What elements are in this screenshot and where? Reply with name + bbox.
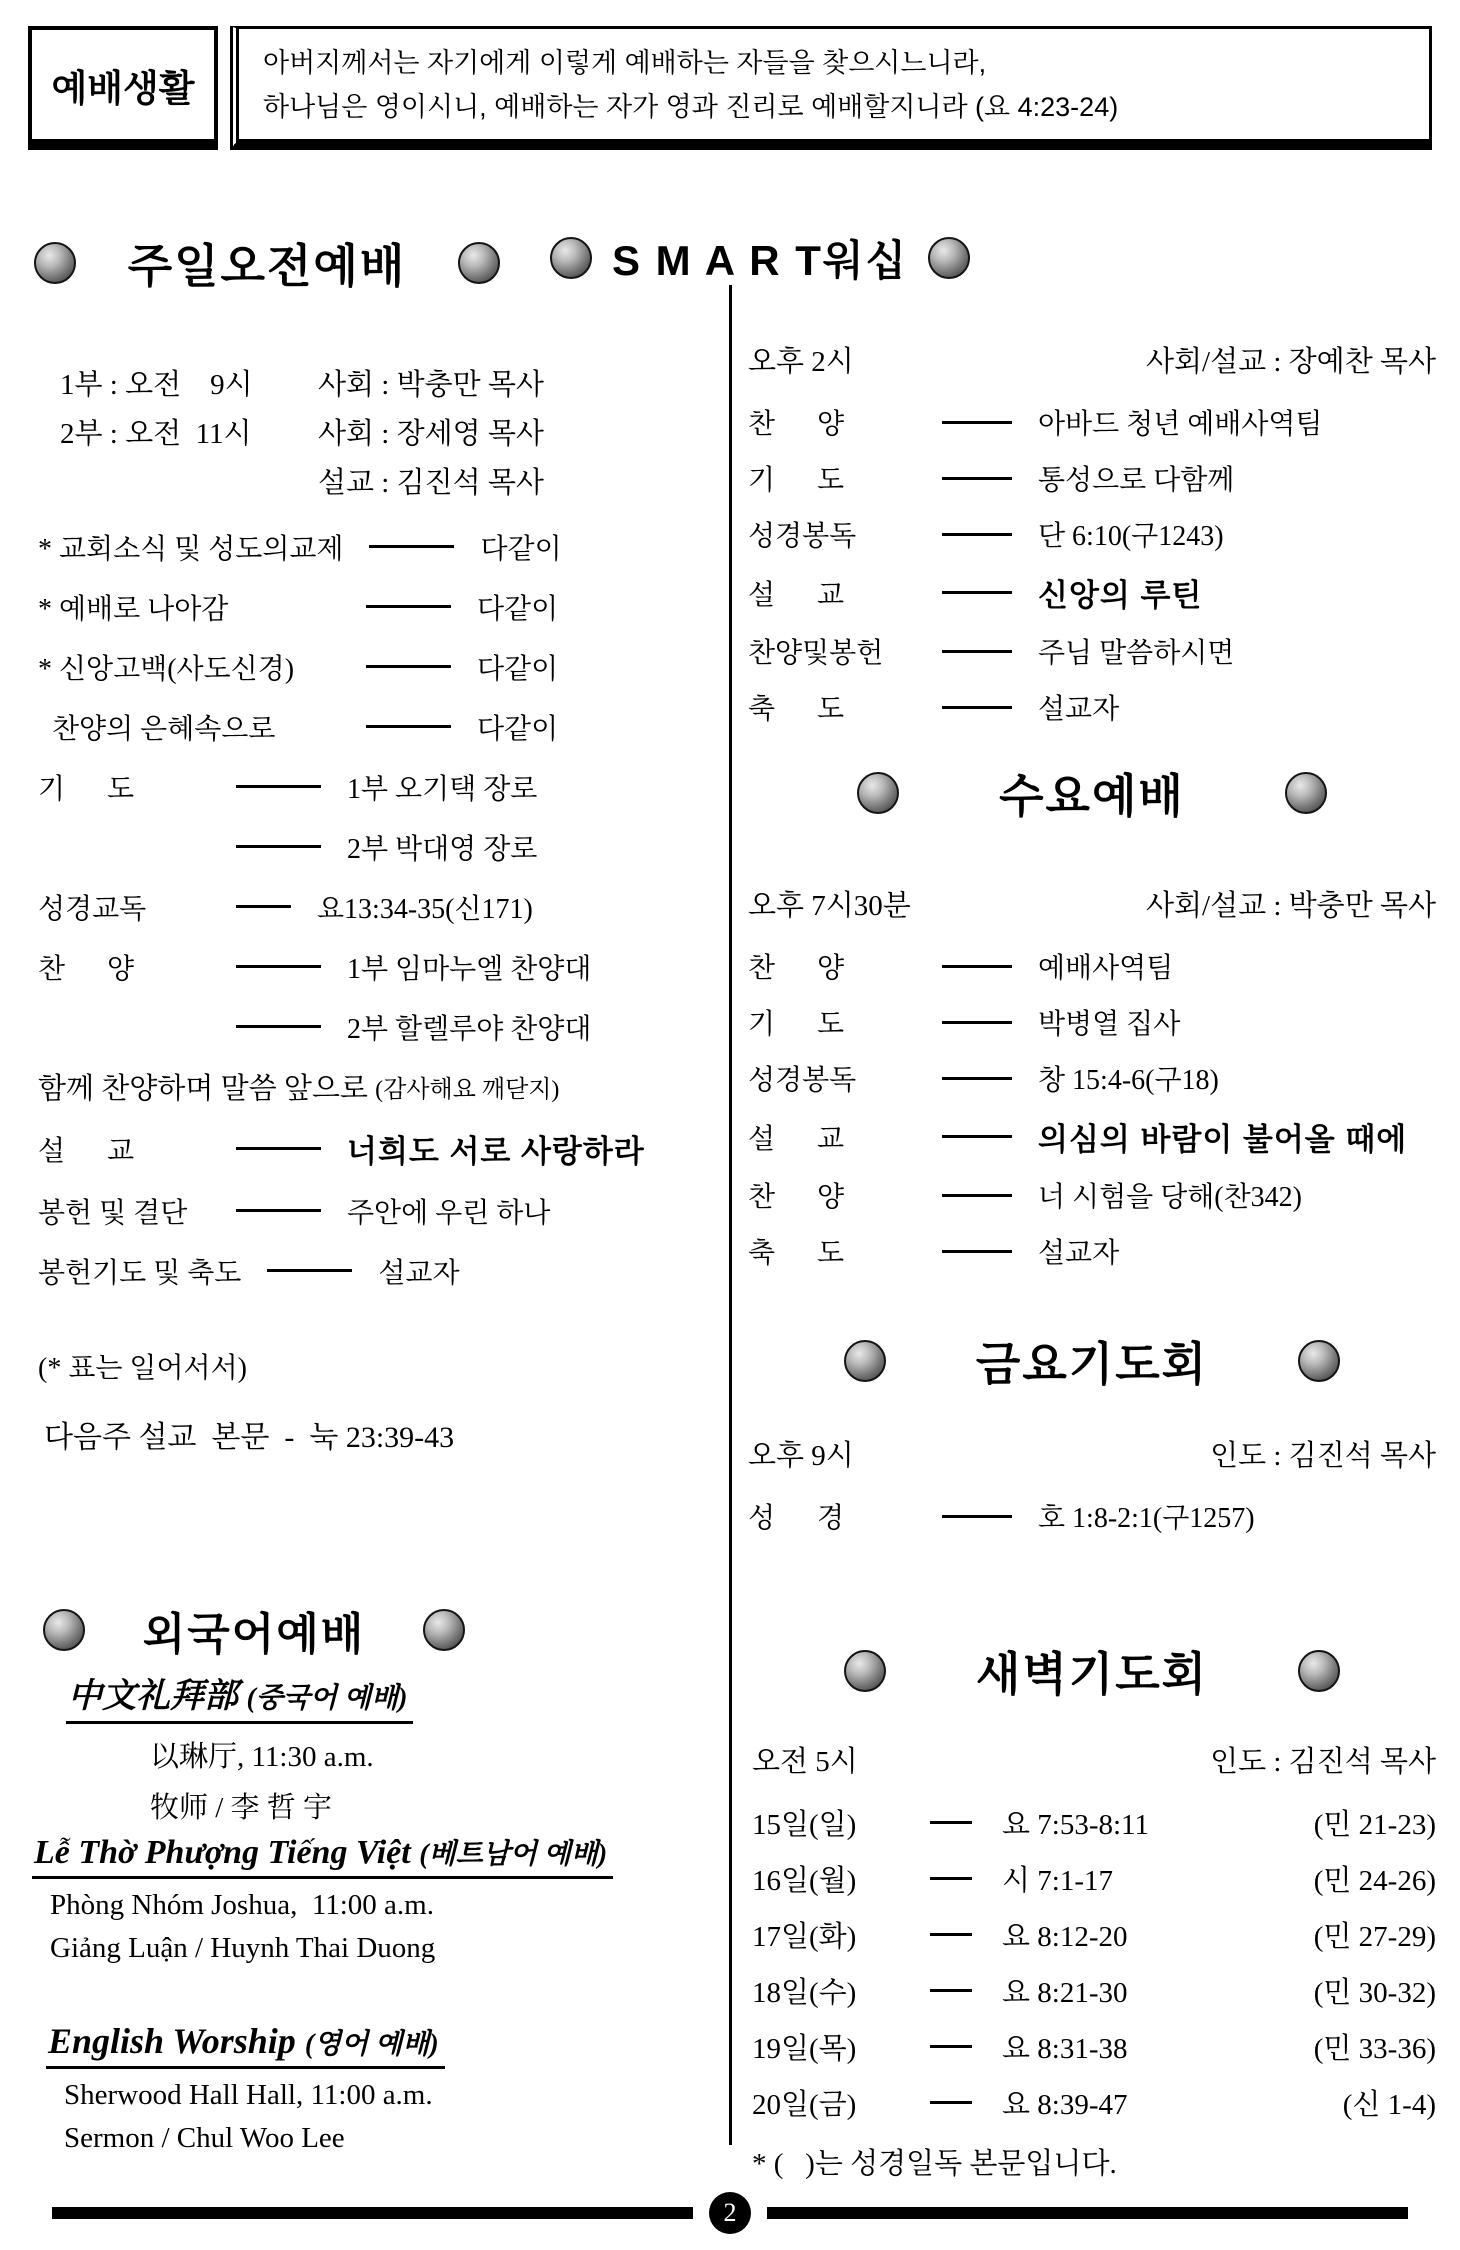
service-time: 2부 : 오전 11시: [60, 418, 252, 450]
left-column: [32, 160, 727, 2220]
dawn-reading-paren: (신 1-4): [1342, 2089, 1436, 2121]
footer: [52, 2192, 1408, 2234]
friday-prayer-title: [748, 1328, 1436, 1394]
order-value: 박병열 집사: [1038, 1009, 1181, 1040]
order-label: 설 교: [38, 1135, 135, 1167]
dawn-day-row: [752, 1970, 1436, 2011]
order-row: [748, 1496, 1436, 1536]
page-number: 2: [723, 2198, 737, 2227]
service-person: 사회 : 박충만 목사: [318, 369, 544, 401]
schedule-row: [60, 407, 700, 456]
english-worship-preacher: Sermon / Chul Woo Lee: [64, 2122, 345, 2154]
order-value: 다같이: [480, 533, 562, 565]
heading-paren: (중국어 예배): [246, 1683, 408, 1714]
dash-line: [366, 665, 451, 668]
dash-line: [942, 706, 1012, 709]
chinese-worship-block: [66, 1668, 413, 1826]
chinese-worship-pastor: 牧师 / 李 哲 宇: [150, 1792, 333, 1824]
order-row: [748, 946, 1436, 986]
footer-bar-right: [767, 2207, 1408, 2219]
dash-line: [930, 1877, 972, 1880]
dash-line: [942, 1021, 1012, 1024]
order-label: * 교회소식 및 성도의교제: [38, 533, 344, 565]
vietnamese-worship-block: [32, 1832, 613, 1965]
order-value: 다같이: [477, 653, 559, 685]
order-label: 찬양및봉헌: [748, 638, 884, 669]
order-value: 창 15:4-6(구18): [1038, 1065, 1219, 1096]
vietnamese-worship-heading: [32, 1832, 613, 1879]
dawn-scripture: 요 8:21-30: [1002, 1977, 1128, 2009]
service-time: 1부 : 오전 9시: [60, 369, 253, 401]
order-label: 성경봉독: [748, 1065, 857, 1096]
dawn-day: 16일(월): [752, 1865, 857, 1897]
dash-line: [236, 785, 321, 788]
dash-line: [930, 1989, 972, 1992]
dash-line: [930, 1821, 972, 1824]
service-time: 오전 5시: [752, 1745, 858, 1778]
foreign-worship-title: [54, 1598, 454, 1662]
dash-line: [942, 533, 1012, 536]
friday-prayer-body: [748, 1432, 1436, 1552]
order-row: [748, 514, 1436, 554]
order-value: 예배사역팀: [1038, 953, 1174, 984]
sermon-title: 신앙의 루틴: [1038, 578, 1203, 613]
order-row: [748, 402, 1436, 442]
order-row: [38, 826, 726, 867]
order-label: 성경교독: [38, 893, 147, 925]
section-title-text: 수요예배: [999, 770, 1185, 822]
dawn-day: 15일(일): [752, 1809, 857, 1841]
order-value: 호 1:8-2:1(구1257): [1038, 1503, 1255, 1534]
vietnamese-worship-place-time: Phòng Nhóm Joshua, 11:00 a.m.: [50, 1889, 434, 1921]
dawn-prayer-title: [748, 1638, 1436, 1704]
dawn-day: 18일(수): [752, 1977, 857, 2009]
order-value: 통성으로 다함께: [1038, 465, 1235, 496]
heading-paren: (베트남어 예배): [419, 1839, 608, 1870]
order-value: 다같이: [477, 593, 559, 625]
order-label: 기 도: [748, 465, 845, 496]
section-title-text: 금요기도회: [975, 1338, 1209, 1390]
dash-line: [942, 1194, 1012, 1197]
service-header-row: [748, 882, 1436, 924]
order-label: 봉헌기도 및 축도: [38, 1257, 242, 1289]
order-row: [38, 586, 726, 627]
order-row: [38, 1250, 726, 1291]
sunday-schedule: [60, 358, 700, 505]
dawn-day: 17일(화): [752, 1921, 857, 1953]
order-row: [38, 1190, 726, 1231]
verse-line-2: 하나님은 영이시니, 예배하는 자가 영과 진리로 예배할지니라 (요 4:23-24): [263, 92, 1119, 122]
order-row: [748, 570, 1436, 615]
sunday-service-title: [32, 230, 502, 296]
service-person: 사회 : 장세영 목사: [318, 418, 544, 450]
english-worship-place-time: Sherwood Hall Hall, 11:00 a.m.: [64, 2079, 433, 2111]
order-row: [748, 1114, 1436, 1159]
chinese-worship-heading: [66, 1668, 413, 1724]
dash-line: [267, 1269, 352, 1272]
verse-line-1: 아버지께서는 자기에게 이렇게 예배하는 자들을 찾으시느니라,: [263, 48, 987, 78]
dawn-scripture: 시 7:1-17: [1002, 1865, 1113, 1897]
dawn-prayer-body: [752, 1738, 1436, 2182]
order-row: [38, 886, 726, 927]
dawn-day-row: [752, 2082, 1436, 2123]
dash-line: [930, 2101, 972, 2104]
dash-line: [942, 650, 1012, 653]
order-value: 설교자: [378, 1257, 460, 1289]
order-label: 축 도: [748, 694, 845, 725]
footer-bar-left: [52, 2207, 693, 2219]
bullet-sphere-icon: [423, 1609, 465, 1651]
standing-note: (* 표는 일어서서): [38, 1353, 247, 1384]
dawn-day: 19일(목): [752, 2033, 857, 2065]
dash-line: [236, 1025, 321, 1028]
right-column: [748, 160, 1436, 2220]
order-label: 기 도: [38, 773, 135, 805]
order-label: 찬 양: [38, 953, 135, 985]
service-time: 오후 9시: [748, 1439, 854, 1472]
order-row: [38, 646, 726, 687]
order-row: [748, 1231, 1436, 1271]
section-title-text: 외국어예배: [142, 1610, 366, 1659]
header-label-box: [28, 26, 218, 150]
dash-line: [942, 965, 1012, 968]
dash-line: [366, 725, 451, 728]
order-label: 찬 양: [748, 409, 845, 440]
order-value: 1부 임마누엘 찬양대: [347, 953, 592, 985]
order-row: [38, 946, 726, 987]
bullet-sphere-icon: [844, 1650, 886, 1692]
order-value: 너 시험을 당해(찬342): [1038, 1182, 1302, 1213]
heading-main: 中文礼拜部: [68, 1678, 247, 1715]
order-label: 축 도: [748, 1238, 845, 1269]
bullet-sphere-icon: [34, 242, 76, 284]
order-row: [38, 1126, 726, 1171]
order-value: 2부 박대영 장로: [347, 833, 538, 865]
dash-line: [236, 1147, 321, 1150]
header-verse-box: [230, 26, 1432, 150]
order-row: [748, 458, 1436, 498]
order-row: [748, 1058, 1436, 1098]
dash-line: [942, 591, 1012, 594]
dawn-reading-paren: (민 33-36): [1313, 2033, 1436, 2065]
bullet-sphere-icon: [1298, 1650, 1340, 1692]
dash-line: [942, 1135, 1012, 1138]
heading-paren: (영어 예배): [304, 2029, 439, 2060]
order-label: 설 교: [748, 1123, 845, 1155]
dawn-day-row: [752, 1914, 1436, 1955]
dash-line: [236, 845, 321, 848]
order-value: 2부 할렐루야 찬양대: [347, 1013, 592, 1045]
bullet-sphere-icon: [1285, 772, 1327, 814]
dawn-day: 20일(금): [752, 2089, 857, 2121]
dash-line: [930, 2045, 972, 2048]
service-leader: 사회/설교 : 박충만 목사: [1146, 889, 1436, 922]
wednesday-service-body: [748, 882, 1436, 1287]
sunday-order-of-worship: [38, 526, 726, 1310]
next-week-sermon-text: 다음주 설교 본문 - 눅 23:39-43: [44, 1421, 455, 1454]
order-row: [748, 1002, 1436, 1042]
order-label: 찬 양: [748, 953, 845, 984]
order-value: 주님 말씀하시면: [1038, 638, 1235, 669]
sermon-title: 의심의 바람이 불어올 때에: [1038, 1122, 1408, 1157]
bullet-sphere-icon: [458, 242, 500, 284]
service-person: 설교 : 김진석 목사: [318, 467, 544, 499]
dash-line: [942, 477, 1012, 480]
order-label: 찬 양: [748, 1182, 845, 1213]
order-value: 다같이: [477, 713, 559, 745]
chinese-worship-place-time: 以琳厅, 11:30 a.m.: [150, 1741, 374, 1773]
service-time: 오후 2시: [748, 345, 854, 378]
dawn-reading-paren: (민 24-26): [1313, 1865, 1436, 1897]
heading-main: English Worship: [48, 2021, 305, 2061]
dash-line: [369, 545, 454, 548]
order-row: [38, 766, 726, 807]
service-time: 오후 7시30분: [748, 889, 911, 922]
column-divider: [729, 285, 732, 2145]
dash-line: [236, 1209, 321, 1212]
bullet-sphere-icon: [550, 237, 592, 279]
bullet-sphere-icon: [844, 1340, 886, 1382]
service-leader: 사회/설교 : 장예찬 목사: [1146, 345, 1436, 378]
dash-line: [236, 905, 291, 908]
smart-worship-body: [748, 338, 1436, 743]
vietnamese-worship-preacher: Giảng Luận / Huynh Thai Duong: [50, 1932, 436, 1964]
section-title-text: 새벽기도회: [975, 1648, 1209, 1700]
header: [28, 26, 1432, 150]
page-number-badge: [709, 2192, 751, 2234]
service-leader: 인도 : 김진석 목사: [1210, 1439, 1436, 1472]
dawn-day-row: [752, 2026, 1436, 2067]
bullet-sphere-icon: [43, 1609, 85, 1651]
section-title-text: S M A R T워십: [611, 237, 909, 284]
bullet-sphere-icon: [857, 772, 899, 814]
sermon-title: 너희도 서로 사랑하라: [347, 1134, 645, 1169]
order-row: [38, 526, 726, 567]
dawn-scripture: 요 8:39-47: [1002, 2089, 1128, 2121]
heading-main: Lễ Thờ Phượng Tiếng Việt: [34, 1834, 420, 1871]
order-label: 설 교: [748, 579, 845, 611]
dawn-day-row: [752, 1858, 1436, 1899]
order-label: 성경봉독: [748, 521, 857, 552]
dash-line: [942, 1250, 1012, 1253]
order-label: * 예배로 나아감: [38, 593, 229, 625]
dawn-day-row: [752, 1802, 1436, 1843]
order-value: 요13:34-35(신171): [317, 893, 533, 925]
order-label: 찬양의 은혜속으로: [38, 713, 276, 745]
schedule-row: [60, 358, 700, 407]
service-leader: 인도 : 김진석 목사: [1210, 1745, 1436, 1778]
order-label: * 신앙고백(사도신경): [38, 653, 295, 685]
order-row-praise: [38, 1066, 726, 1107]
order-row: [38, 706, 726, 747]
service-header-row: [752, 1738, 1436, 1780]
order-value: 아바드 청년 예배사역팀: [1038, 409, 1323, 440]
dawn-scripture: 요 7:53-8:11: [1002, 1809, 1149, 1841]
order-label: 봉헌 및 결단: [38, 1197, 188, 1229]
dash-line: [942, 421, 1012, 424]
wednesday-service-title: [748, 760, 1436, 826]
dawn-note: * ( )는 성경일독 본문입니다.: [752, 2148, 1117, 2180]
order-value: 주안에 우린 하나: [347, 1197, 551, 1229]
order-row: [748, 687, 1436, 727]
dawn-scripture: 요 8:31-38: [1002, 2033, 1128, 2065]
dash-line: [366, 605, 451, 608]
dash-line: [236, 965, 321, 968]
dash-line: [942, 1077, 1012, 1080]
order-label: 성 경: [748, 1503, 845, 1534]
service-header-row: [748, 338, 1436, 380]
dash-line: [942, 1515, 1012, 1518]
section-title-text: 주일오전예배: [127, 240, 407, 292]
service-header-row: [748, 1432, 1436, 1474]
order-label: 기 도: [748, 1009, 845, 1040]
order-value: 단 6:10(구1243): [1038, 521, 1224, 552]
header-label: 예배생활: [51, 67, 195, 109]
order-row: [748, 1175, 1436, 1215]
order-row: [38, 1006, 726, 1047]
order-value: 1부 오기택 장로: [347, 773, 538, 805]
praise-line: 함께 찬양하며 말씀 앞으로: [38, 1073, 376, 1105]
order-value: 설교자: [1038, 1238, 1120, 1269]
schedule-row: [60, 456, 700, 505]
english-worship-block: [46, 2020, 445, 2155]
bullet-sphere-icon: [1298, 1340, 1340, 1382]
order-value: 설교자: [1038, 694, 1120, 725]
english-worship-heading: [46, 2020, 445, 2069]
dawn-reading-paren: (민 30-32): [1313, 1977, 1436, 2009]
dawn-reading-paren: (민 27-29): [1313, 1921, 1436, 1953]
order-row: [748, 631, 1436, 671]
dash-line: [930, 1933, 972, 1936]
praise-line-paren: (감사해요 깨닫지): [375, 1077, 560, 1103]
dawn-reading-paren: (민 21-23): [1313, 1809, 1436, 1841]
dawn-scripture: 요 8:12-20: [1002, 1921, 1128, 1953]
